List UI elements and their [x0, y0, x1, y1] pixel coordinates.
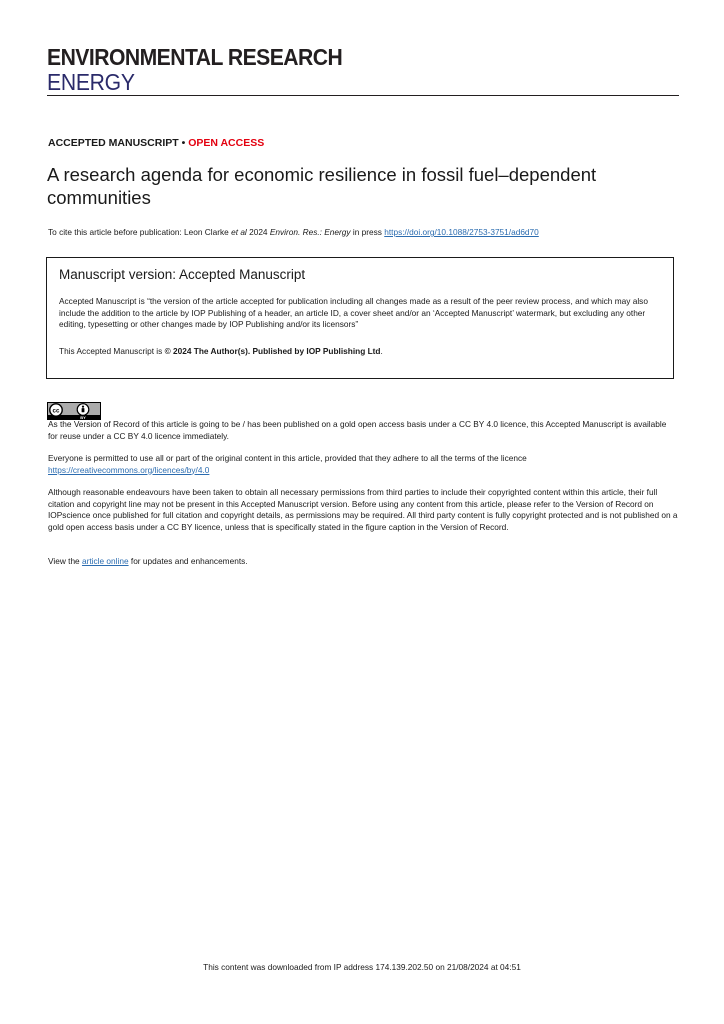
citation-line: To cite this article before publication: Leon Clarke et al 2024 Environ. Res.: Energy in press https://doi.org/10.1088/2753-3751/ad6d70 — [48, 227, 539, 237]
view-online-paragraph: View the article online for updates and enhancements. — [48, 556, 248, 566]
journal-header — [47, 44, 679, 95]
download-footer: This content was downloaded from IP address 174.139.202.50 on 21/08/2024 at 04:51 — [203, 962, 521, 972]
cc-by-license-icon — [47, 402, 101, 420]
status-separator: • — [178, 137, 189, 149]
license-paragraph: As the Version of Record of this article is going to be / has been published on a gold open access basis under a CC BY 4.0 licence, this Accepted Manuscript is available for reuse under a CC BY 4.0 licence immediately. — [48, 419, 667, 441]
cc-badge-label: BY — [80, 415, 86, 420]
journal-name-line1: ENVIRONMENTAL RESEARCH — [47, 44, 343, 70]
manuscript-version-title: Manuscript version: Accepted Manuscript — [59, 267, 306, 282]
svg-text:cc: cc — [52, 407, 60, 415]
article-title: A research agenda for economic resilience in fossil fuel–dependent communities — [47, 164, 597, 208]
header-divider — [47, 95, 679, 96]
journal-name-line2: ENERGY — [47, 69, 135, 95]
licence-link[interactable]: https://creativecommons.org/licences/by/4.0 — [48, 464, 210, 475]
open-access-label: OPEN ACCESS — [188, 137, 265, 149]
copyright-statement: This Accepted Manuscript is © 2024 The Author(s). Published by IOP Publishing Ltd. — [59, 346, 383, 356]
manuscript-version-box — [46, 257, 674, 379]
manuscript-status — [48, 137, 264, 149]
third-party-paragraph: Although reasonable endeavours have been taken to obtain all necessary permissions from third parties to include their copyrighted content within this article, their full citation and copyright line may not be present in this Accepted Manuscript version. Before using any content from this article, please refer to the Version of Record on IOPscience once published for full citation and copyright details, as permissions may be required. All third party content is fully copyright protected and is not published on a gold open access basis under a CC BY licence, unless that is specifically stated in the figure caption in the Version of Record. — [48, 487, 678, 532]
permission-paragraph: Everyone is permitted to use all or part of the original content in this article, provided that they adhere to all the terms of the licence https://creativecommons.org/licences/by/4.0 — [48, 453, 527, 475]
article-online-link[interactable]: article online — [81, 556, 129, 566]
manuscript-definition: Accepted Manuscript is “the version of the article accepted for publication including all changes made as a result of the peer review process, and which may also include the addition to the article by IOP Publishing of a header, an article ID, a cover sheet and/or an ‘Accepted Manuscript’ watermark, but excluding any other editing, typesetting or other changes made by IOP Publishing and/or its licensors” — [59, 296, 648, 329]
doi-link[interactable]: https://doi.org/10.1088/2753-3751/ad6d70 — [384, 227, 539, 237]
status-label: ACCEPTED MANUSCRIPT — [48, 137, 179, 149]
